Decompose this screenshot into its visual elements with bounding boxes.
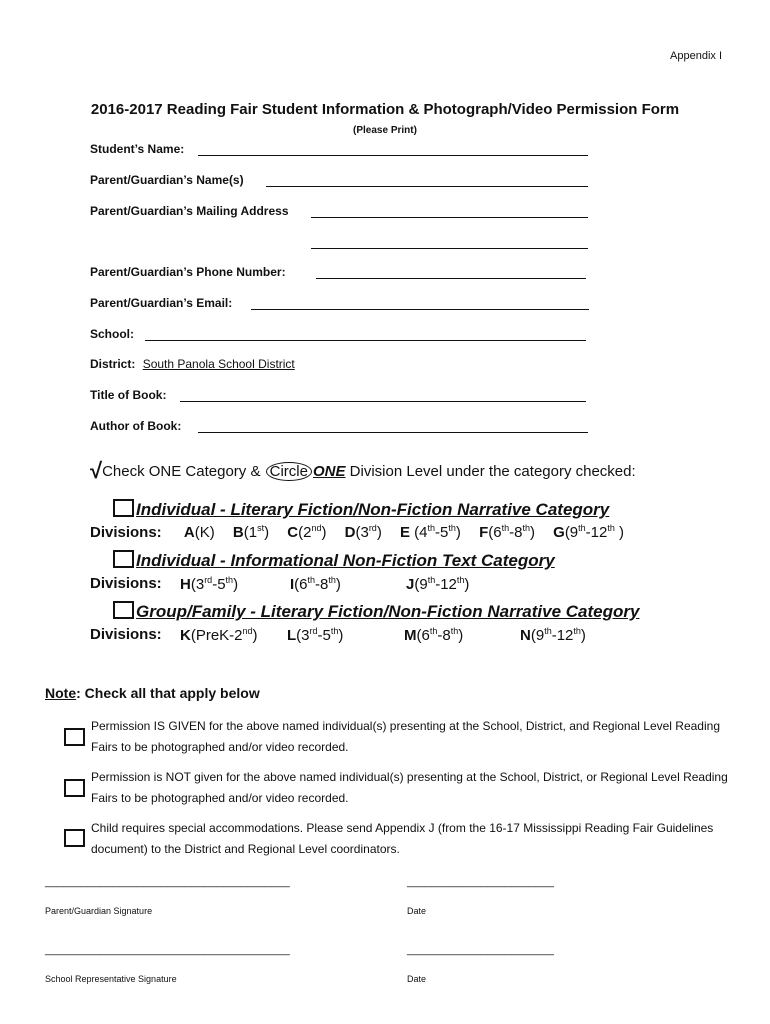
school-date-label: Date [407, 974, 427, 984]
school-field[interactable] [145, 340, 586, 341]
circle-word: Circle [266, 462, 312, 481]
school-signature-label: School Representative Signature [45, 974, 177, 984]
permission-given-text: Permission IS GIVEN for the above named individual(s) presenting at the School, District, and Regional Level Reading Fairs to be photographed and/or video recorded. [91, 719, 720, 754]
division-L[interactable]: L(3rd-5th) [287, 626, 344, 644]
email-field[interactable] [251, 309, 589, 310]
district-label: District: [90, 357, 136, 371]
mailing-address-label: Parent/Guardian’s Mailing Address [90, 204, 289, 218]
category-checkbox[interactable] [113, 550, 134, 568]
division-G[interactable]: G(9th-12th ) [553, 523, 625, 541]
division-C[interactable]: C(2nd) [287, 523, 327, 541]
permission-given-checkbox[interactable] [64, 728, 85, 746]
parent-date-line[interactable]: ________________________ [407, 876, 554, 888]
divisions-row-3: Divisions: [90, 626, 162, 643]
phone-field[interactable] [316, 278, 586, 279]
student-name-label: Student’s Name: [90, 142, 185, 156]
one-word: ONE [312, 463, 346, 480]
school-signature-line[interactable]: ________________________________________ [45, 944, 290, 956]
division-D[interactable]: D(3rd) [344, 523, 382, 541]
permission-not-given-checkbox[interactable] [64, 779, 85, 797]
email-label: Parent/Guardian’s Email: [90, 296, 233, 310]
category-instructions: √Check ONE Category & Circle ONE Division Level under the category checked: [90, 458, 636, 483]
parent-signature-label: Parent/Guardian Signature [45, 906, 153, 916]
division-H[interactable]: H(3rd-5th) [180, 575, 239, 593]
category-individual-informational[interactable]: Individual - Informational Non-Fiction Text Category [113, 548, 555, 571]
school-date-line[interactable]: ________________________ [407, 944, 554, 956]
school-label: School: [90, 327, 134, 341]
division-A[interactable]: A(K) [183, 524, 215, 541]
division-N[interactable]: N(9th-12th) [520, 626, 586, 644]
student-name-field[interactable] [198, 155, 588, 156]
category-checkbox[interactable] [113, 601, 134, 619]
division-F[interactable]: F(6th-8th) [479, 523, 535, 541]
division-B[interactable]: B(1st) [232, 523, 270, 541]
special-accommodations-text: Child requires special accommodations. Please send Appendix J (from the 16-17 Mississippi Reading Fair Guidelines document) to the District and Regional Level coordinators. [91, 821, 714, 856]
book-author-label: Author of Book: [90, 419, 182, 433]
district-row [90, 357, 295, 371]
division-K[interactable]: K(PreK-2nd) [180, 626, 258, 644]
category-checkbox[interactable] [113, 499, 134, 517]
appendix-label: Appendix I [670, 50, 722, 62]
mailing-address-field-1[interactable] [311, 217, 588, 218]
book-title-label: Title of Book: [90, 388, 167, 402]
phone-label: Parent/Guardian’s Phone Number: [90, 265, 286, 279]
category-group-family[interactable]: Group/Family - Literary Fiction/Non-Fiction Narrative Category [113, 599, 639, 622]
mailing-address-field-2[interactable] [311, 248, 588, 249]
permission-not-given-text: Permission is NOT given for the above named individual(s) presenting at the School, District, or Regional Level Reading Fairs to be photographed and/or video recorded. [91, 770, 728, 805]
division-E[interactable]: E (4th-5th) [400, 523, 461, 541]
guardian-name-label: Parent/Guardian’s Name(s) [90, 173, 244, 187]
division-I[interactable]: I(6th-8th) [290, 575, 341, 593]
divisions-row-1: Divisions: A(K) B(1st) C(2nd) D(3rd) E (4th-5th) F(6th-8th) G(9th-12th ) [90, 523, 625, 541]
checkmark-icon: √ [90, 458, 103, 483]
district-value: South Panola School District [142, 357, 295, 371]
divisions-row-2: Divisions: [90, 575, 162, 592]
division-J[interactable]: J(9th-12th) [406, 575, 470, 593]
guardian-name-field[interactable] [266, 186, 588, 187]
note-heading: Note: Check all that apply below [45, 685, 260, 701]
book-title-field[interactable] [180, 401, 586, 402]
book-author-field[interactable] [198, 432, 588, 433]
division-M[interactable]: M(6th-8th) [404, 626, 464, 644]
special-accommodations-checkbox[interactable] [64, 829, 85, 847]
form-title: 2016-2017 Reading Fair Student Information & Photograph/Video Permission Form [90, 101, 680, 118]
category-individual-literary[interactable]: Individual - Literary Fiction/Non-Fiction Narrative Category [113, 497, 609, 520]
parent-date-label: Date [407, 906, 427, 916]
please-print-note: (Please Print) [353, 125, 417, 136]
parent-signature-line[interactable]: ________________________________________ [45, 876, 290, 888]
